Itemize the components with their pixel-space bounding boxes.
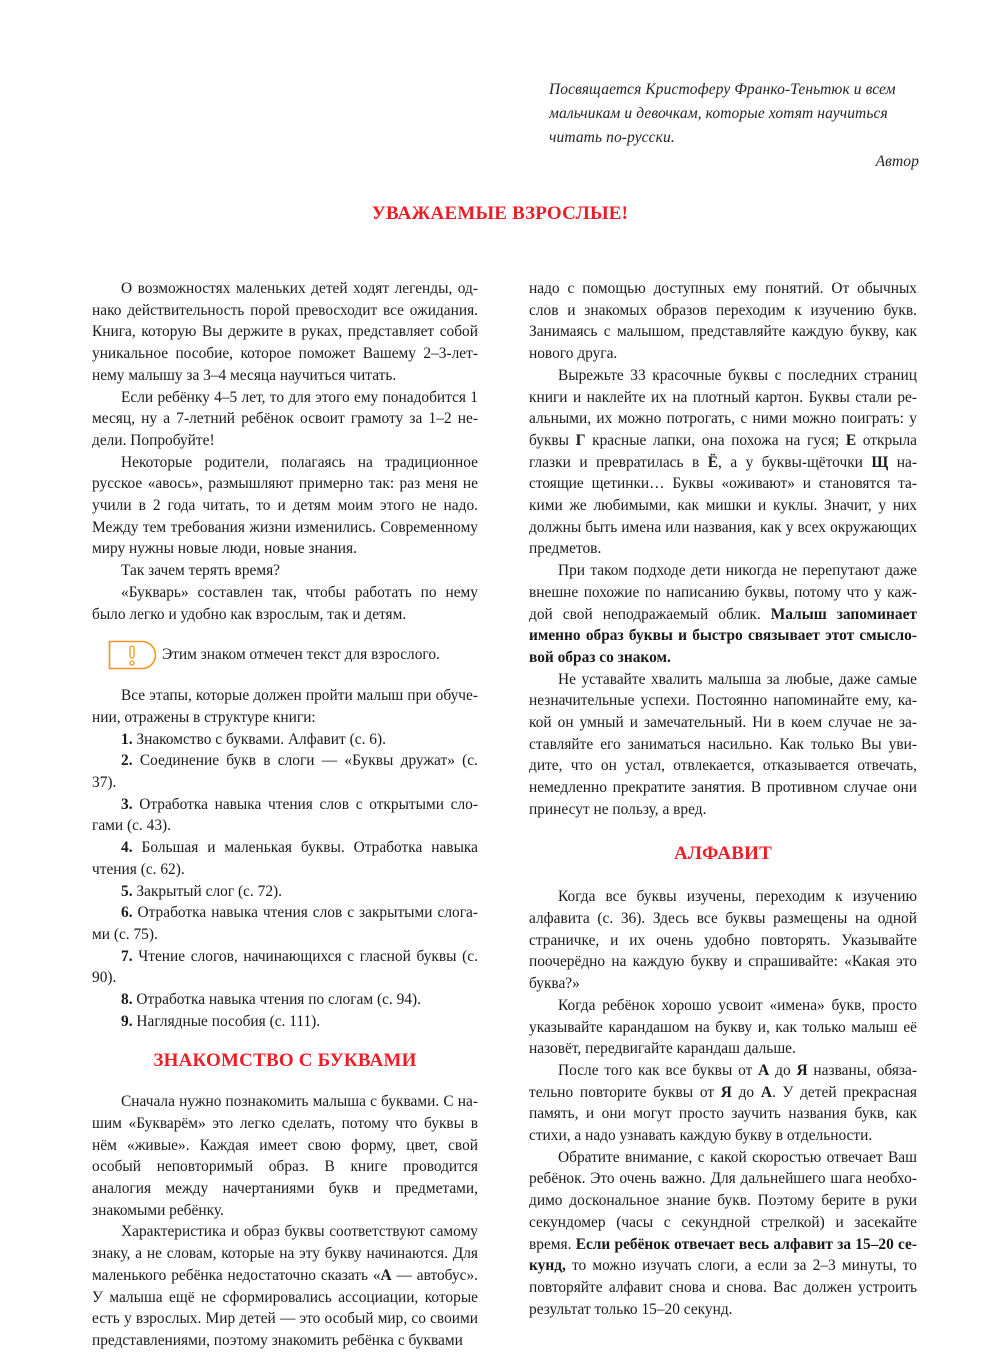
text-run: После того как все буквы от (558, 1061, 759, 1079)
structure-item (92, 729, 478, 751)
item-number: 3. (121, 795, 133, 813)
item-text: Наглядные пособия (с. 111). (136, 1012, 321, 1030)
item-text: Отработка навыка чтения слов с открытыми слогами (с. 43). (92, 795, 478, 835)
intro-paragraph-4: Так зачем терять время? (121, 562, 280, 580)
text-run: до (769, 1061, 797, 1079)
intro-paragraph-3: Некоторые родители, полагаясь на традиционное русское «авось», размышляют примерно так: раз меня не учили в 2 года читать, то и детям моим этого не надо. Между тем требования жизни изменились. Современному миру нужны новые люди, новые знания. (92, 453, 478, 558)
bold-letter: Я (796, 1061, 808, 1079)
text-run: настоящие щетинки… Буквы «оживают» и становятся такими же любимыми, как мишки и куклы. Значит, у них должны быть имена или названия, как у всех окружающих предметов. (529, 453, 917, 558)
structure-item (92, 989, 478, 1011)
item-text: Большая и маленькая буквы. Отработка навыка чтения (с. 62). (92, 839, 478, 878)
right-column (529, 278, 917, 1320)
intro-paragraph-1: О возможностях маленьких детей ходят легенды, однако действительность порой превосходит все ожидания. Книга, которую Вы держите в руках, представляет собой уникальное пособие, которое поможет Вашему 2–3-летнему малышу за 3–4 месяца научиться читать. (92, 280, 478, 384)
bold-letter: Ё (707, 453, 718, 471)
text-run: красные лапки, она похожа на гуся; (585, 431, 846, 449)
structure-item (92, 881, 478, 903)
letters-paragraph-2-continued: надо с помощью доступных ему понятий. От обычных слов и знакомых образов переходим к изучению букв. Занимаясь с малышом, представляйте каждую букву, как нового друга. (529, 280, 917, 363)
item-text: Соединение букв в слоги — «Буквы дружат» (с. 37). (92, 752, 478, 792)
bold-letter: А (758, 1061, 770, 1079)
text-run: . У детей прекрасная память, и они могут просто заучить названия букв, как стихи, а надо узнавать каждую букву в отдельности. (529, 1083, 917, 1145)
structure-intro: Все этапы, которые должен пройти малыш при обучении, отражены в структуре книги: (92, 687, 478, 726)
bold-letter: Е (845, 431, 857, 449)
alphabet-paragraph-2: Когда ребёнок хорошо усвоит «имена» букв, просто указывайте карандашом на букву и, как только малыш её назовёт, передвигайте карандаш дальше. (529, 996, 917, 1058)
text-run: Характеристика и образ буквы соответствуют самому знаку, а не словам, которые на эту букву начинаются. Для маленького ребёнка недостаточно сказать « (92, 1223, 478, 1284)
dedication-author: Автор (875, 153, 919, 170)
structure-item (92, 1011, 478, 1033)
structure-item (92, 837, 478, 880)
text-run: названы, обязательно повторите буквы от (529, 1061, 917, 1101)
text-run: то можно изучать слоги, а если за 2–3 минуты, то повторяйте алфавит снова и снова. Вас должен устроить результат только 15–20 секунд. (529, 1257, 917, 1318)
bold-text: Если ребёнок отвечает весь алфавит за 15–20 секунд, (529, 1235, 917, 1275)
item-number: 6. (121, 904, 133, 922)
alphabet-paragraph-4 (529, 1147, 917, 1321)
item-text: Отработка навыка чтения по слогам (с. 94). (136, 991, 421, 1009)
structure-list (92, 729, 478, 1033)
item-number: 8. (121, 991, 133, 1009)
bold-letter: Г (575, 431, 586, 449)
bold-letter: Я (720, 1083, 732, 1101)
item-number: 1. (121, 730, 133, 748)
item-number: 7. (121, 947, 133, 965)
text-run: до (731, 1083, 761, 1101)
dedication-text: Посвящается Кристоферу Франко-Теньтюк и всем мальчикам и девочкам, которые хотят научиться читать по-русски. (549, 81, 896, 146)
intro-paragraph-5: «Букварь» составлен так, чтобы работать по нему было легко и удобно как взрослым, так и детям. (92, 583, 478, 623)
item-text: Знакомство с буквами. Алфавит (с. 6). (136, 730, 386, 748)
alphabet-paragraph-3 (529, 1060, 917, 1147)
item-number: 4. (121, 839, 133, 857)
text-run: открыла глазки и превратилась в (529, 431, 918, 471)
item-text: Отработка навыка чтения слов с закрытыми слогами (с. 75). (92, 904, 478, 943)
structure-item (92, 794, 478, 837)
letters-paragraph-4 (529, 560, 917, 669)
letters-paragraph-3 (529, 365, 917, 560)
intro-paragraph-2: Если ребёнку 4–5 лет, то для этого ему понадобится 1 месяц, ну а 7-летний ребёнок освоит грамоту за 1–2 недели. Попробуйте! (92, 388, 478, 449)
adult-notice (108, 640, 478, 670)
structure-item (92, 750, 478, 793)
notice-text: Этим знаком отмечен текст для взрослого. (162, 646, 440, 664)
bold-letter: А (760, 1083, 772, 1101)
main-heading: УВАЖАЕМЫЕ ВЗРОСЛЫЕ! (371, 203, 629, 224)
item-number: 5. (121, 882, 133, 900)
letters-paragraph-1: Сначала нужно познакомить малыша с буквами. С нашим «Букварём» это легко сделать, потому что буквы в нём «живые». Каждая имеет свою форму, цвет, свой особый неповторимый образ. В книге проводится аналогия между начертаниями букв и предметами, знакомыми ребёнку. (92, 1093, 478, 1219)
letters-paragraph-5: Не уставайте хвалить малыша за любые, даже самые незначительные успехи. Постоянно напоминайте ему, какой он умный и замечательный. Ни в коем случае не заставляйте его заниматься насильно. Как только Вы увидите, что он устал, отвлекается, отказывается отвечать, немедленно прекратите занятия. В противном случае они принесут не пользу, а вред. (529, 670, 917, 818)
exclamation-tab-icon (108, 640, 158, 670)
section-heading-letters: ЗНАКОМСТВО С БУКВАМИ (153, 1049, 417, 1071)
left-column (92, 278, 478, 1352)
item-text: Чтение слогов, начинающихся с гласной буквы (с. 90). (92, 947, 478, 987)
text-run: При таком подходе дети никогда не перепутают даже внешне похожие по написанию буквы, потому что у каждой свой неподражаемый облик. (529, 562, 917, 623)
item-text: Закрытый слог (с. 72). (136, 882, 282, 900)
structure-item (92, 946, 478, 989)
bold-letter: А (380, 1266, 392, 1284)
section-heading-alphabet: АЛФАВИТ (674, 842, 772, 864)
text-run: Обратите внимание, с какой скоростью отвечает Ваш ребёнок. Это очень важно. Для дальнейшего шага необходимо доскональное знание букв. Поэтому берите в руки секундомер (часы с секундной стрелкой) и засекайте время. (529, 1148, 917, 1253)
item-number: 2. (121, 752, 133, 770)
text-run: Вырежьте 33 красочные буквы с последних страниц книги и наклейте их на плотный картон. Буквы стали реальными, их можно потрогать, с ними можно поиграть: у буквы (529, 366, 917, 449)
letters-paragraph-2 (92, 1221, 478, 1351)
text-run: , а у буквы-щёточки (718, 453, 872, 471)
bold-text: Малыш запоминает именно образ буквы и быстро связывает этот смысловой образ со знаком. (529, 605, 917, 666)
item-number: 9. (121, 1012, 133, 1030)
structure-item (92, 902, 478, 945)
dedication (549, 78, 919, 174)
bold-letter: Щ (871, 453, 889, 471)
text-run: — автобус». У малыша ещё не сформировались ассоциации, которые есть у взрослых. Мир детей — это особый мир, со своими представлениями, поэтому знакомить ребёнка с буквами (92, 1266, 478, 1349)
alphabet-paragraph-1: Когда все буквы изучены, переходим к изучению алфавита (с. 36). Здесь все буквы размещены на одной страничке, и их очень удобно повторять. Указывайте поочерёдно на каждую букву и спрашивайте: «Какая это буква?» (529, 888, 917, 993)
